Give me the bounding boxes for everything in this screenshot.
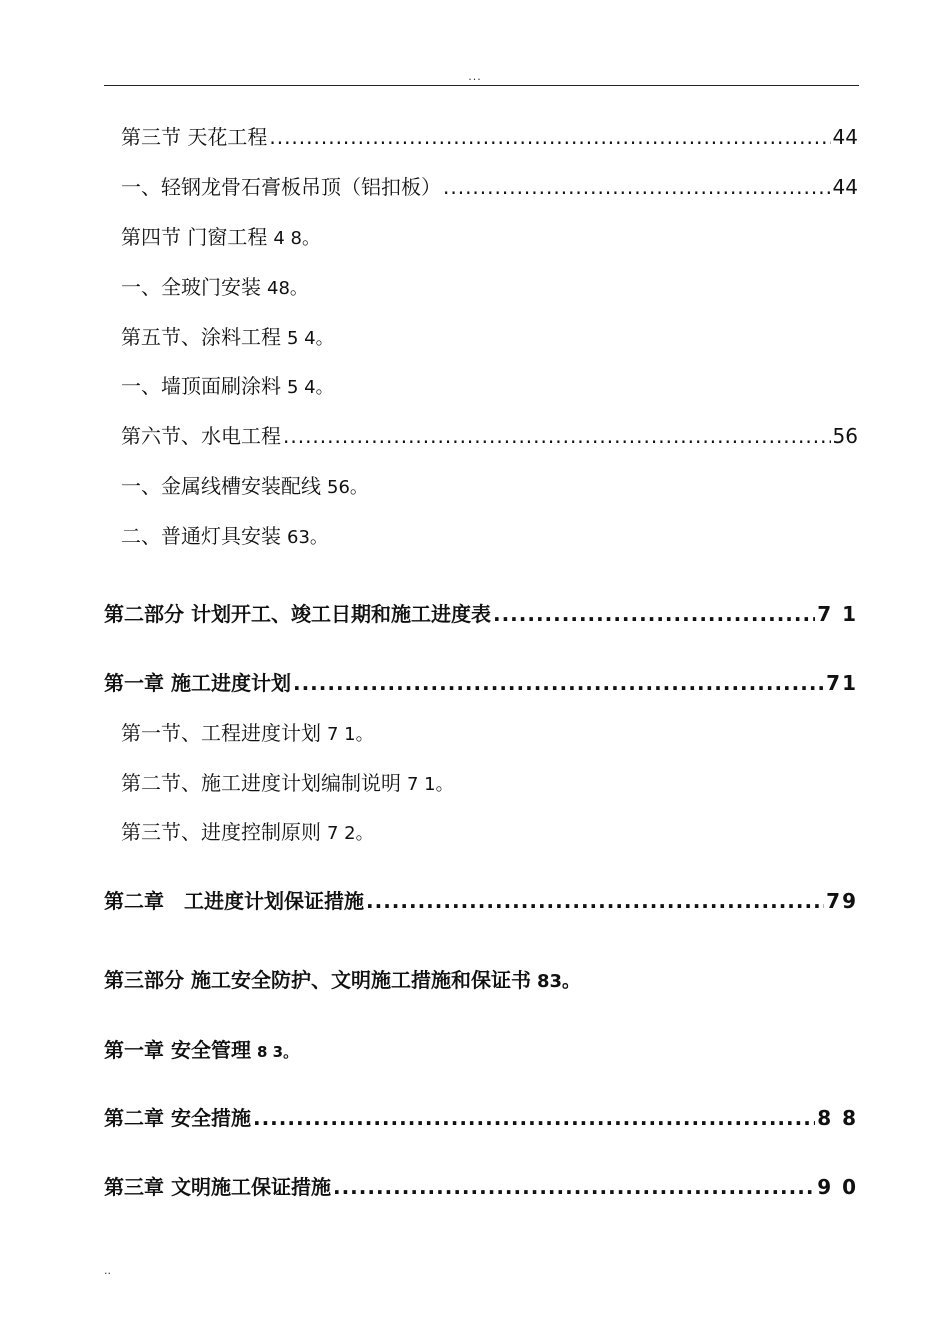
toc-title: 第三节 天花工程 (121, 125, 268, 149)
toc-entry-schedule-plan[interactable] (104, 669, 858, 697)
toc-leader-dots (269, 123, 830, 151)
toc-entry-civilized-construction[interactable] (104, 1173, 858, 1201)
toc-title: 第一节、工程进度计划 (121, 721, 321, 745)
toc-page: 9 0 (817, 1175, 858, 1199)
toc-title: 一、金属线槽安装配线 (121, 474, 321, 498)
toc-entry-part-two[interactable] (104, 600, 858, 628)
toc-entry-part-three[interactable] (104, 966, 580, 996)
toc-entry-suspended-ceiling[interactable] (121, 173, 858, 201)
toc-entry-safety-management[interactable] (104, 1036, 298, 1066)
toc-entry-wall-paint[interactable] (121, 372, 334, 402)
toc-title: 一、墙顶面刷涂料 (121, 374, 281, 398)
toc-entry-metal-trunking[interactable] (121, 472, 368, 502)
toc-leader-dots (493, 600, 815, 628)
toc-entry-lamp-install[interactable] (121, 522, 328, 552)
toc-page: 7 2。 (327, 823, 374, 844)
toc-title: 第二节、施工进度计划编制说明 (121, 771, 401, 795)
toc-page: 7 1。 (327, 724, 374, 745)
toc-title: 第一章 安全管理 (104, 1038, 251, 1062)
header-mark: ... (468, 70, 482, 83)
toc-leader-dots (333, 1173, 815, 1201)
toc-page: 7 1。 (407, 774, 454, 795)
toc-page: 7 1 (817, 602, 858, 626)
toc-title: 第六节、水电工程 (121, 424, 281, 448)
toc-title: 第三章 文明施工保证措施 (104, 1175, 331, 1199)
toc-entry-glass-door[interactable] (121, 273, 308, 303)
toc-entry-paint-works[interactable] (121, 323, 334, 353)
toc-page: 44 (832, 125, 858, 149)
toc-page: 83。 (536, 971, 581, 992)
toc-entry-ceiling[interactable] (121, 123, 858, 151)
toc-entry-safety-measures[interactable] (104, 1104, 858, 1132)
toc-leader-dots (283, 422, 831, 450)
toc-title: 第四节 门窗工程 (121, 225, 268, 249)
toc-entry-progress-plan[interactable] (121, 719, 374, 749)
toc-page: 5 4。 (287, 377, 334, 398)
toc-leader-dots (366, 887, 824, 915)
toc-page: 56 (832, 424, 858, 448)
toc-entry-water-electric[interactable] (121, 422, 858, 450)
toc-leader-dots (253, 1104, 815, 1132)
toc-page: 79 (826, 889, 858, 913)
toc-entry-doors-windows[interactable] (121, 223, 320, 253)
toc-leader-dots (443, 173, 831, 201)
toc-title: 一、轻钢龙骨石膏板吊顶（铝扣板） (121, 175, 441, 199)
toc-title: 第五节、涂料工程 (121, 325, 281, 349)
toc-page: 44 (832, 175, 858, 199)
toc-title: 第三部分 施工安全防护、文明施工措施和保证书 (104, 968, 531, 992)
toc-page: 56。 (327, 477, 368, 498)
toc-entry-control-principles[interactable] (121, 818, 374, 848)
toc-leader-dots (293, 669, 824, 697)
toc-page: 48。 (267, 278, 308, 299)
header-rule (104, 85, 859, 86)
toc-page: 4 8。 (273, 228, 320, 249)
toc-page: 71 (826, 671, 858, 695)
toc-entry-plan-notes[interactable] (121, 769, 454, 799)
footer-mark: .. (104, 1264, 111, 1277)
toc-title: 二、普通灯具安装 (121, 524, 281, 548)
toc-page: 8 8 (817, 1106, 858, 1130)
toc-page: 8 3。 (256, 1043, 299, 1061)
toc-title: 第三节、进度控制原则 (121, 820, 321, 844)
toc-title: 一、全玻门安装 (121, 275, 261, 299)
toc-title: 第二章 工进度计划保证措施 (104, 889, 364, 913)
toc-title: 第二章 安全措施 (104, 1106, 251, 1130)
toc-page: 63。 (287, 527, 328, 548)
toc-title: 第一章 施工进度计划 (104, 671, 291, 695)
toc-page: 5 4。 (287, 328, 334, 349)
toc-title: 第二部分 计划开工、竣工日期和施工进度表 (104, 602, 491, 626)
toc-entry-schedule-guarantee[interactable] (104, 887, 858, 915)
